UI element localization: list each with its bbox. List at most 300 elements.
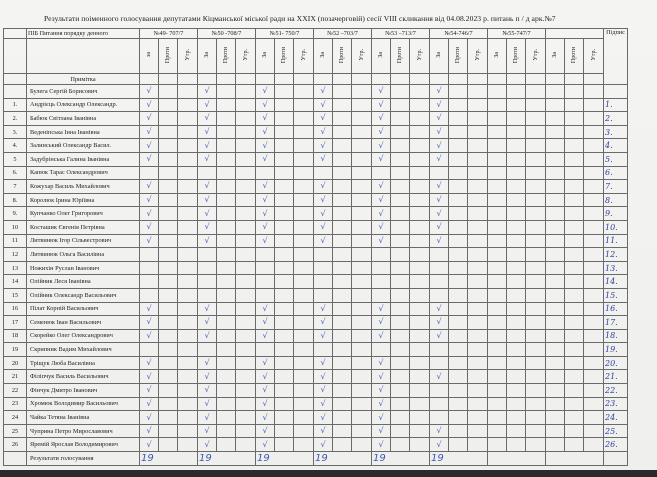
vote-cell (449, 411, 468, 425)
vote-cell (314, 384, 333, 398)
vote-cell (546, 343, 565, 357)
vote-cell (178, 343, 198, 357)
vote-cell (430, 193, 449, 207)
vote-cell (198, 125, 217, 139)
vote-cell (352, 261, 372, 275)
vote-cell (198, 180, 217, 194)
vote-cell (178, 356, 198, 370)
vote-cell (294, 329, 314, 343)
vote-cell (256, 370, 275, 384)
vote-cell (178, 125, 198, 139)
vote-cell (352, 85, 372, 99)
vote-cell (140, 275, 159, 289)
blank-cell (275, 74, 294, 85)
vote-cell (314, 152, 333, 166)
vote-cell (565, 166, 584, 180)
vote-cell (391, 397, 410, 411)
vote-cell (217, 288, 236, 302)
vote-cell (449, 112, 468, 126)
vote-cell (488, 370, 507, 384)
vote-cell (488, 85, 507, 99)
vote-cell (333, 343, 352, 357)
vote-cell (275, 356, 294, 370)
vote-col-header (159, 39, 178, 74)
vote-cell (275, 370, 294, 384)
vote-cell (352, 302, 372, 316)
vote-cell (372, 424, 391, 438)
signature-cell: 23. (604, 397, 628, 411)
vote-cell (314, 220, 333, 234)
vote-cell (584, 343, 604, 357)
vote-cell (198, 411, 217, 425)
vote-cell (584, 207, 604, 221)
vote-cell (198, 424, 217, 438)
vote-cell (275, 397, 294, 411)
result-cell: 19 (198, 452, 256, 466)
check-mark-icon: √ (320, 195, 326, 205)
vote-cell (410, 234, 430, 248)
vote-cell (236, 343, 256, 357)
vote-cell (217, 343, 236, 357)
vote-cell (410, 275, 430, 289)
check-mark-icon: √ (320, 140, 326, 150)
vote-cell (507, 125, 526, 139)
vote-cell (159, 288, 178, 302)
vote-cell (140, 180, 159, 194)
vote-cell (546, 234, 565, 248)
vote-cell (584, 248, 604, 262)
table-row (4, 384, 628, 398)
check-mark-icon: √ (204, 385, 210, 395)
vote-cell (294, 98, 314, 112)
vote-cell (159, 261, 178, 275)
vote-cell (449, 207, 468, 221)
vote-cell (468, 397, 488, 411)
vote-cell (198, 248, 217, 262)
vote-cell (507, 112, 526, 126)
vote-col-header (256, 39, 275, 74)
vote-cell (294, 384, 314, 398)
vote-cell (178, 166, 198, 180)
vote-cell (565, 112, 584, 126)
vote-cell (275, 343, 294, 357)
row-number: 2. (4, 112, 27, 126)
check-mark-icon: √ (378, 385, 384, 395)
vote-cell (565, 125, 584, 139)
vote-cell (410, 112, 430, 126)
vote-cell (314, 234, 333, 248)
blank-cell (333, 74, 352, 85)
check-mark-icon: √ (204, 439, 210, 449)
vote-cell (256, 302, 275, 316)
vote-cell (159, 384, 178, 398)
vote-cell (565, 316, 584, 330)
vote-cell (294, 302, 314, 316)
vote-cell (391, 98, 410, 112)
table-row (4, 343, 628, 357)
vote-col-header (526, 39, 546, 74)
row-number: 24 (4, 411, 27, 425)
vote-cell (140, 288, 159, 302)
vote-cell (526, 275, 546, 289)
vote-cell (140, 112, 159, 126)
vote-cell (352, 139, 372, 153)
vote-cell (449, 261, 468, 275)
vote-cell (584, 275, 604, 289)
check-mark-icon: √ (146, 371, 152, 381)
deputy-name: Купчанко Олег Григорович (27, 207, 140, 221)
row-number: 21 (4, 370, 27, 384)
vote-cell (256, 329, 275, 343)
vote-cell (410, 384, 430, 398)
signature-cell: 3. (604, 125, 628, 139)
vote-cell (178, 288, 198, 302)
vote-cell (275, 329, 294, 343)
vote-cell (333, 220, 352, 234)
vote-col-header (140, 39, 159, 74)
check-mark-icon: √ (146, 113, 152, 123)
vote-cell (217, 98, 236, 112)
vote-cell (314, 207, 333, 221)
row-number: 18 (4, 329, 27, 343)
vote-cell (236, 152, 256, 166)
vote-cell (410, 193, 430, 207)
check-mark-icon: √ (262, 358, 268, 368)
check-mark-icon: √ (436, 154, 442, 164)
blank-cell (4, 452, 27, 466)
vote-cell (352, 329, 372, 343)
vote-cell (507, 329, 526, 343)
check-mark-icon: √ (320, 222, 326, 232)
vote-col-header (507, 39, 526, 74)
vote-cell (372, 343, 391, 357)
table-row (4, 112, 628, 126)
table-row (4, 356, 628, 370)
vote-cell (275, 98, 294, 112)
table-row (4, 397, 628, 411)
vote-cell (507, 85, 526, 99)
vote-cell (352, 193, 372, 207)
vote-cell (391, 424, 410, 438)
check-mark-icon: √ (146, 412, 152, 422)
vote-col-header (217, 39, 236, 74)
check-mark-icon: √ (436, 439, 442, 449)
vote-cell (178, 261, 198, 275)
vote-cell (546, 356, 565, 370)
vote-cell (159, 180, 178, 194)
vote-cell (236, 302, 256, 316)
vote-cell (430, 370, 449, 384)
row-number: 14 (4, 275, 27, 289)
row-number: 26 (4, 438, 27, 452)
vote-cell (488, 343, 507, 357)
vote-cell (546, 125, 565, 139)
vote-cell (391, 207, 410, 221)
vote-col-label: Утр. (474, 49, 481, 61)
signature-cell: 6. (604, 166, 628, 180)
vote-cell (449, 370, 468, 384)
check-mark-icon: √ (378, 208, 384, 218)
vote-col-header (391, 39, 410, 74)
vote-cell (449, 234, 468, 248)
check-mark-icon: √ (146, 195, 152, 205)
vote-cell (430, 139, 449, 153)
vote-cell (372, 220, 391, 234)
vote-cell (526, 166, 546, 180)
vote-cell (159, 85, 178, 99)
signature-cell: 2. (604, 112, 628, 126)
vote-cell (159, 166, 178, 180)
row-number: 4. (4, 139, 27, 153)
vote-cell (372, 234, 391, 248)
vote-cell (507, 139, 526, 153)
signature-cell: 7. (604, 180, 628, 194)
vote-cell (488, 316, 507, 330)
vote-cell (468, 370, 488, 384)
vote-cell (159, 275, 178, 289)
check-mark-icon: √ (436, 235, 442, 245)
vote-cell (526, 193, 546, 207)
vote-cell (333, 180, 352, 194)
deputy-name: Тріщук Люба Василівна (27, 356, 140, 370)
table-row (4, 139, 628, 153)
vote-cell (352, 98, 372, 112)
vote-cell (430, 275, 449, 289)
vote-cell (352, 411, 372, 425)
vote-cell (430, 180, 449, 194)
vote-cell (372, 125, 391, 139)
vote-col-header (198, 39, 217, 74)
vote-cell (372, 261, 391, 275)
vote-cell (178, 275, 198, 289)
vote-cell (333, 288, 352, 302)
check-mark-icon: √ (204, 330, 210, 340)
vote-cell (333, 193, 352, 207)
check-mark-icon: √ (204, 195, 210, 205)
signature-cell: 21. (604, 370, 628, 384)
check-mark-icon: √ (320, 398, 326, 408)
vote-cell (488, 275, 507, 289)
vote-cell (391, 370, 410, 384)
vote-cell (430, 125, 449, 139)
signature-cell: 22. (604, 384, 628, 398)
vote-col-header (584, 39, 604, 74)
vote-cell (410, 139, 430, 153)
deputy-name: Фінчук Дмитро Іванович (27, 384, 140, 398)
check-mark-icon: √ (146, 154, 152, 164)
vote-cell (178, 207, 198, 221)
vote-cell (198, 207, 217, 221)
table-row (4, 411, 628, 425)
vote-cell (372, 438, 391, 452)
blank-cell (430, 74, 449, 85)
check-mark-icon: √ (262, 127, 268, 137)
vote-cell (217, 139, 236, 153)
signature-cell: 10. (604, 220, 628, 234)
result-cell: 19 (256, 452, 314, 466)
vote-cell (507, 411, 526, 425)
check-mark-icon: √ (320, 371, 326, 381)
vote-cell (584, 166, 604, 180)
question-header (546, 29, 604, 39)
vote-cell (275, 139, 294, 153)
vote-cell (314, 288, 333, 302)
vote-cell (178, 384, 198, 398)
vote-cell (256, 275, 275, 289)
vote-cell (488, 152, 507, 166)
vote-cell (449, 343, 468, 357)
signature-cell: 9. (604, 207, 628, 221)
table-row (4, 316, 628, 330)
vote-cell (140, 139, 159, 153)
vote-cell (546, 193, 565, 207)
vote-cell (546, 248, 565, 262)
vote-cell (546, 384, 565, 398)
vote-cell (565, 207, 584, 221)
vote-cell (372, 397, 391, 411)
check-mark-icon: √ (436, 86, 442, 96)
vote-cell (410, 343, 430, 357)
vote-cell (526, 356, 546, 370)
check-mark-icon: √ (262, 303, 268, 313)
check-mark-icon: √ (204, 140, 210, 150)
vote-cell (430, 234, 449, 248)
vote-cell (217, 302, 236, 316)
row-number: 25 (4, 424, 27, 438)
vote-cell (236, 112, 256, 126)
vote-cell (372, 370, 391, 384)
deputy-name: Яремій Ярослав Володимирович (27, 438, 140, 452)
vote-cell (275, 125, 294, 139)
vote-cell (275, 384, 294, 398)
vote-cell (430, 316, 449, 330)
vote-cell (178, 180, 198, 194)
vote-cell (236, 261, 256, 275)
vote-cell (333, 98, 352, 112)
vote-cell (526, 302, 546, 316)
vote-cell (236, 248, 256, 262)
vote-cell (430, 397, 449, 411)
row-number: 3. (4, 125, 27, 139)
table-row (4, 85, 628, 99)
vote-cell (391, 343, 410, 357)
vote-cell (372, 166, 391, 180)
signature-cell: 19. (604, 343, 628, 357)
vote-cell (410, 302, 430, 316)
vote-cell (391, 180, 410, 194)
vote-cell (584, 234, 604, 248)
vote-cell (294, 180, 314, 194)
check-mark-icon: √ (320, 181, 326, 191)
row-number (4, 85, 27, 99)
vote-cell (526, 261, 546, 275)
question-header: №50 -708/7 (198, 29, 256, 39)
check-mark-icon: √ (378, 439, 384, 449)
vote-cell (430, 248, 449, 262)
vote-cell (507, 438, 526, 452)
table-row (4, 302, 628, 316)
row-number: 9. (4, 207, 27, 221)
result-cell: 19 (314, 452, 372, 466)
vote-cell (410, 152, 430, 166)
check-mark-icon: √ (204, 127, 210, 137)
vote-cell (526, 139, 546, 153)
check-mark-icon: √ (320, 303, 326, 313)
table-row (4, 248, 628, 262)
vote-cell (468, 356, 488, 370)
vote-cell (410, 125, 430, 139)
vote-cell (546, 370, 565, 384)
vote-cell (449, 438, 468, 452)
vote-cell (140, 343, 159, 357)
vote-cell (314, 438, 333, 452)
vote-cell (372, 356, 391, 370)
row-number: 13 (4, 261, 27, 275)
check-mark-icon: √ (436, 317, 442, 327)
vote-cell (352, 397, 372, 411)
vote-cell (314, 370, 333, 384)
signature-cell: 11. (604, 234, 628, 248)
vote-cell (198, 152, 217, 166)
row-number: 23 (4, 397, 27, 411)
vote-cell (449, 316, 468, 330)
vote-col-label: За (552, 52, 558, 58)
vote-cell (565, 220, 584, 234)
vote-cell (333, 261, 352, 275)
row-number: 19 (4, 343, 27, 357)
vote-cell (294, 275, 314, 289)
check-mark-icon: √ (378, 127, 384, 137)
vote-cell (546, 275, 565, 289)
vote-cell (430, 343, 449, 357)
vote-cell (430, 329, 449, 343)
deputy-name: Філіпчук Василь Васильович (27, 370, 140, 384)
vote-cell (217, 220, 236, 234)
vote-cell (430, 207, 449, 221)
check-mark-icon: √ (204, 113, 210, 123)
header-blank (4, 74, 27, 85)
check-mark-icon: √ (378, 303, 384, 313)
table-row (4, 424, 628, 438)
vote-col-label: Утр. (416, 49, 423, 61)
vote-cell (140, 207, 159, 221)
check-mark-icon: √ (320, 86, 326, 96)
vote-cell (236, 180, 256, 194)
vote-cell (488, 248, 507, 262)
vote-cell (159, 370, 178, 384)
vote-cell (507, 288, 526, 302)
vote-cell (372, 302, 391, 316)
vote-cell (468, 180, 488, 194)
vote-cell (314, 329, 333, 343)
vote-cell (468, 166, 488, 180)
check-mark-icon: √ (146, 86, 152, 96)
vote-cell (159, 343, 178, 357)
vote-cell (198, 193, 217, 207)
vote-cell (314, 98, 333, 112)
vote-col-label: Проти (223, 46, 229, 64)
vote-cell (140, 261, 159, 275)
vote-cell (217, 316, 236, 330)
vote-cell (410, 98, 430, 112)
vote-cell (294, 424, 314, 438)
vote-cell (410, 438, 430, 452)
check-mark-icon: √ (262, 398, 268, 408)
vote-cell (314, 112, 333, 126)
vote-cell (198, 302, 217, 316)
vote-cell (178, 248, 198, 262)
vote-cell (584, 180, 604, 194)
